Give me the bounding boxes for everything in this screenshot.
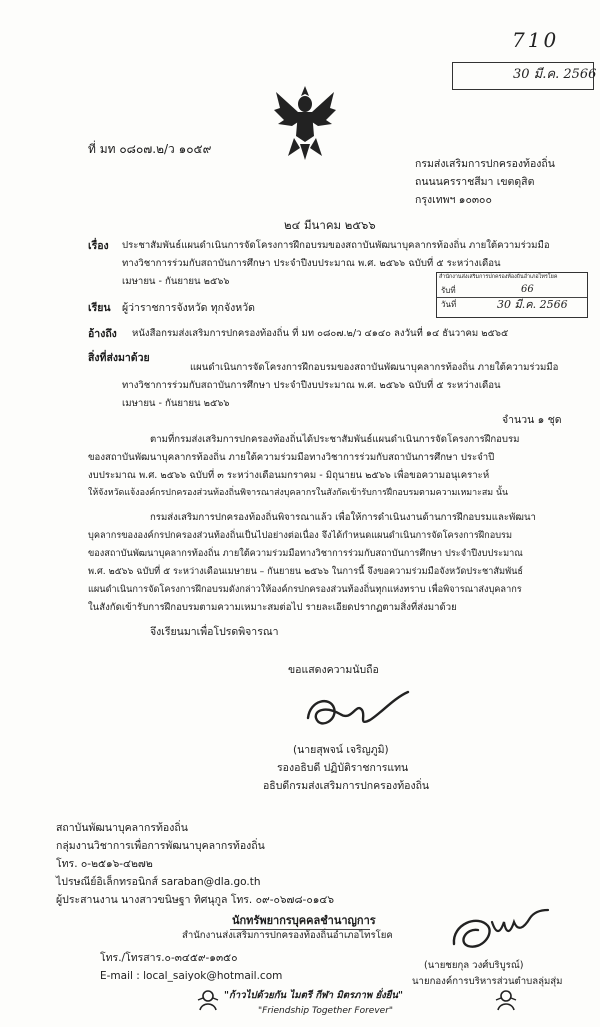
received-date-stamp [452,62,597,90]
body-para2-line-6: ในสังกัดเข้ารับการฝึกอบรมตามความเหมาะสมต่อไป รายละเอียดปรากฏตามสิ่งที่ส่งมาด้วย [88,602,457,613]
footer-unit: สถาบันพัฒนาบุคลากรท้องถิ่น [56,822,188,834]
received-date-text: 30 มี.ค. 2566 [513,67,597,82]
local-office-phone: โทร./โทรสาร.๐-๓๔๕๙-๑๓๕๐ [100,952,238,964]
body-para2-line-1: กรมส่งเสริมการปกครองท้องถิ่นพิจารณาแล้ว เพื่อให้การดำเนินงานด้านการฝึกอบรมและพัฒนา [150,512,536,523]
attachment-label: สิ่งที่ส่งมาด้วย [88,352,150,364]
subject-line-2: ทางวิชาการร่วมกับสถาบันการศึกษา ประจำปีงบประมาณ พ.ศ. ๒๕๖๖ ฉบับที่ ๕ ระหว่างเดือน [122,258,501,269]
registry-number: 710 [512,28,560,52]
sender-road: ถนนนครราชสีมา เขตดุสิต [415,176,535,188]
body-para1-line-1: ตามที่กรมส่งเสริมการปกครองท้องถิ่นได้ประชาสัมพันธ์แผนดำเนินการจัดโครงการฝึกอบรม [150,434,520,445]
mascot-left-icon [196,988,220,1012]
receipt-stamp-date-value: 30 มี.ค. 2566 [497,298,568,311]
subject-line-1: ประชาสัมพันธ์แผนดำเนินการจัดโครงการฝึกอบรมของสถาบันพัฒนาบุคลากรท้องถิ่น ภายใต้ความร่วมมือ [122,240,550,251]
slogan-th: "ก้าวไปด้วยกัน ไมตรี กีฬา มิตรภาพ ยั่งยืน" [224,990,403,1001]
garuda-emblem-icon [272,82,338,160]
reference-text: หนังสือกรมส่งเสริมการปกครองท้องถิ่น ที่ มท ๐๘๐๗.๒/ว ๔๑๔๐ ลงวันที่ ๑๔ ธันวาคม ๒๕๖๕ [132,328,509,339]
signer-position-2: อธิบดีกรมส่งเสริมการปกครองท้องถิ่น [263,780,430,792]
receipt-stamp-office: สำนักงานส่งเสริมการปกครองท้องถิ่นอำเภอไทรโยค [439,274,558,280]
footer-phone: โทร. ๐-๒๕๑๖-๔๒๗๒ [56,858,153,870]
letter-number: ที่ มท ๐๘๐๗.๒/ว ๑๐๕๙ [88,142,212,156]
signer-name: (นายสุพจน์ เจริญภูมิ) [293,744,389,756]
footer-email: ไปรษณีย์อิเล็กทรอนิกส์ saraban@dla.go.th [56,876,261,888]
body-para1-line-4: ให้จังหวัดแจ้งองค์กรปกครองส่วนท้องถิ่นพิจารณาส่งบุคลากรในสังกัดเข้ารับการฝึกอบรมตามความเหมาะสม นั้น [88,488,509,498]
attachment-line-2: ทางวิชาการร่วมกับสถาบันการศึกษา ประจำปีงบประมาณ พ.ศ. ๒๕๖๖ ฉบับที่ ๕ ระหว่างเดือน [122,380,501,391]
recipient-label: เรียน [88,302,111,314]
attachment-line-1: แผนดำเนินการจัดโครงการฝึกอบรมของสถาบันพัฒนาบุคลากรท้องถิ่น ภายใต้ความร่วมมือ [190,362,559,373]
local-signer-signature-icon [448,904,558,964]
attachment-quantity: จำนวน ๑ ชุด [502,414,562,426]
body-para1-line-2: ของสถาบันพัฒนาบุคลากรท้องถิ่น ภายใต้ความร่วมมือทางวิชาการร่วมกับสถาบันการศึกษา ประจำปี [88,452,495,463]
body-closing: จึงเรียนมาเพื่อโปรดพิจารณา [150,626,279,638]
receipt-stamp-received-value: 66 [521,284,534,295]
body-para2-line-3: ของสถาบันพัฒนาบุคลากรท้องถิ่น ภายใต้ความร่วมมือทางวิชาการร่วมกับสถาบันการศึกษา ประจำปีงบประมาณ [88,548,523,559]
footer-group: กลุ่มงานวิชาการเพื่อการพัฒนาบุคลากรท้องถิ่น [56,840,265,852]
sender-city: กรุงเทพฯ ๑๐๓๐๐ [415,194,492,206]
local-office-title: นักทรัพยากรบุคคลชำนาญการ [232,914,376,927]
receipt-stamp-received-label: รับที่ [441,286,456,295]
attachment-line-3: เมษายน - กันยายน ๒๕๖๖ [122,398,230,409]
signature-salutation: ขอแสดงความนับถือ [288,664,379,676]
handwritten-signature-icon [300,688,420,738]
receipt-stamp [436,272,588,318]
recipient-text: ผู้ว่าราชการจังหวัด ทุกจังหวัด [122,302,255,314]
sender-dept: กรมส่งเสริมการปกครองท้องถิ่น [415,158,555,170]
body-para2-line-5: แผนดำเนินการจัดโครงการฝึกอบรมดังกล่าวให้องค์กรปกครองส่วนท้องถิ่นทุกแห่งทราบ เพื่อพิจารณาส่งบุคลากร [88,584,522,595]
local-signer-name: (นายชยกุล วงศ์บริบูรณ์) [424,960,524,971]
local-office-email: E-mail : local_saiyok@hotmail.com [100,970,283,982]
mascot-right-icon [494,988,518,1012]
body-para2-line-2: บุคลากรขององค์กรปกครองส่วนท้องถิ่นเป็นไปอย่างต่อเนื่อง จึงได้กำหนดแผนดำเนินการจัดโครงการฝึกอบรม [88,530,513,541]
reference-label: อ้างถึง [88,328,117,340]
letter-date: ๒๔ มีนาคม ๒๕๖๖ [284,218,376,232]
local-office-name: สำนักงานส่งเสริมการปกครองท้องถิ่นอำเภอไทรโยค [182,930,393,941]
subject-line-3: เมษายน - กันยายน ๒๕๖๖ [122,276,230,287]
local-signer-title: นายกองค์การบริหารส่วนตำบลลุ่มสุ่ม [412,976,563,987]
subject-label: เรื่อง [88,240,109,252]
body-para2-line-4: พ.ศ. ๒๕๖๖ ฉบับที่ ๕ ระหว่างเดือนเมษายน – กันยายน ๒๕๖๖ ในการนี้ จึงขอความร่วมมือจังหวัดประชาสัมพันธ์ [88,566,524,577]
slogan-en: "Friendship Together Forever" [258,1006,394,1016]
body-para1-line-3: งบประมาณ พ.ศ. ๒๕๖๖ ฉบับที่ ๓ ระหว่างเดือนมกราคม - มิถุนายน ๒๕๖๖ เพื่อขอความอนุเคราะห์ [88,470,490,481]
footer-coordinator: ผู้ประสานงาน นางสาวขนิษฐา ทิศนุกูล โทร. ๐๙-๐๖๗๘-๐๑๔๖ [56,894,335,906]
signer-position-1: รองอธิบดี ปฏิบัติราชการแทน [277,762,409,774]
receipt-stamp-date-label: วันที่ [441,300,457,309]
